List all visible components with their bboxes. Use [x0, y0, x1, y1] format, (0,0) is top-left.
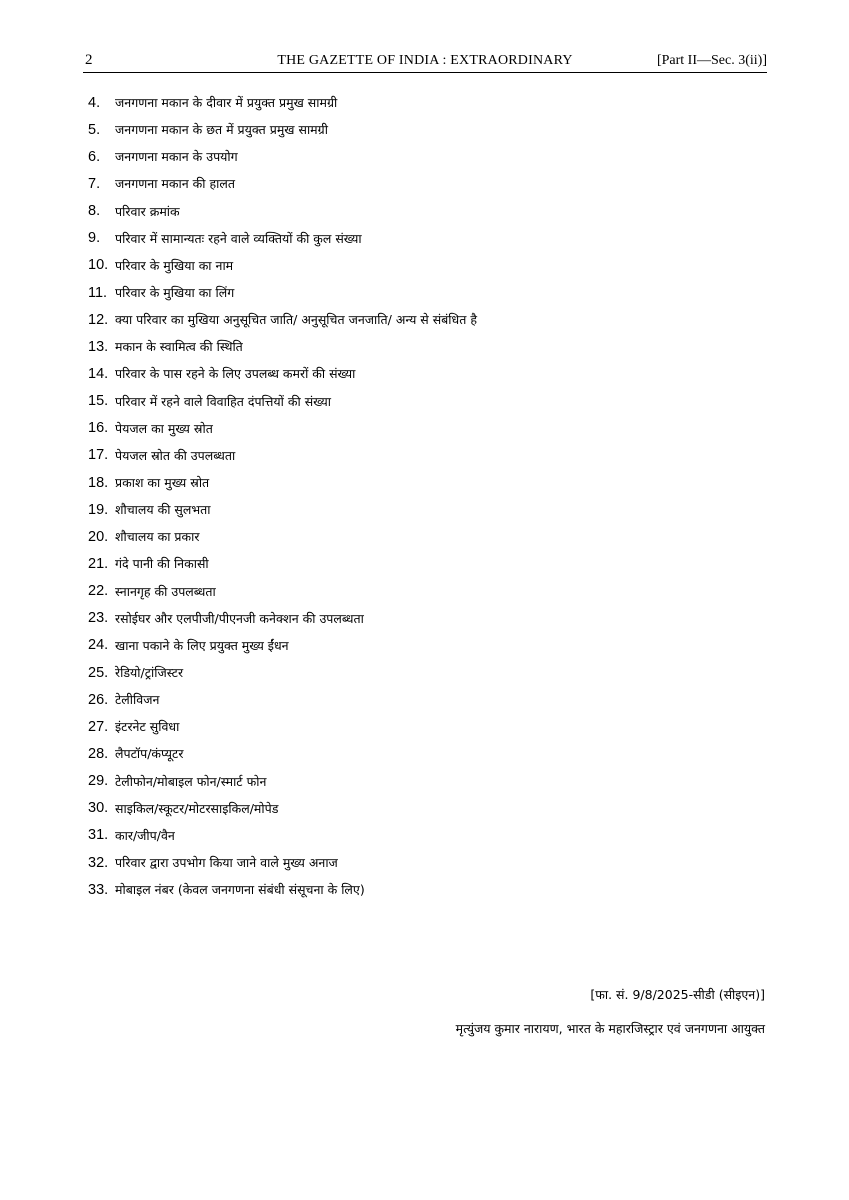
- item-number: 8.: [88, 203, 101, 220]
- item-number: 18.: [88, 474, 109, 491]
- item-number: 32.: [88, 854, 109, 871]
- item-text: पेयजल का मुख्य स्रोत: [115, 420, 213, 436]
- list-item: [88, 198, 477, 225]
- item-text: टेलीविजन: [115, 692, 160, 708]
- list-item: [88, 388, 477, 415]
- item-number: 21.: [88, 555, 109, 572]
- item-text: परिवार में रहने वाले विवाहित दंपत्तियों की संख्या: [115, 393, 331, 409]
- item-text: प्रकाश का मुख्य स्रोत: [115, 475, 210, 491]
- list-item: [88, 279, 477, 306]
- item-number: 33.: [88, 881, 109, 898]
- list-item: [88, 415, 477, 442]
- item-text: शौचालय का प्रकार: [115, 529, 200, 545]
- list-item: [88, 686, 477, 713]
- item-number: 13.: [88, 338, 109, 355]
- item-text: जनगणना मकान के छत में प्रयुक्त प्रमुख सामग्री: [115, 122, 328, 138]
- list-item: [88, 143, 477, 170]
- item-number: 27.: [88, 718, 109, 735]
- item-number: 28.: [88, 745, 109, 762]
- item-number: 25.: [88, 664, 109, 681]
- list-item: [88, 849, 477, 876]
- list-item: [88, 442, 477, 469]
- part-section-reference: [Part II—Sec. 3(ii)]: [656, 53, 767, 68]
- item-text: साइकिल/स्कूटर/मोटरसाइकिल/मोपेड: [115, 800, 279, 816]
- census-question-list: [88, 89, 477, 903]
- item-text: पेयजल स्रोत की उपलब्धता: [115, 447, 236, 463]
- item-number: 5.: [88, 121, 101, 138]
- list-item: [88, 116, 477, 143]
- item-text: परिवार के पास रहने के लिए उपलब्ध कमरों की संख्या: [115, 366, 356, 382]
- list-item: [88, 469, 477, 496]
- item-text: गंदे पानी की निकासी: [115, 556, 209, 572]
- item-number: 9.: [88, 230, 101, 247]
- item-number: 12.: [88, 311, 109, 328]
- item-number: 6.: [88, 148, 101, 165]
- list-item: [88, 795, 477, 822]
- list-item: [88, 740, 477, 767]
- item-number: 4.: [88, 94, 101, 111]
- list-item: [88, 550, 477, 577]
- list-item: [88, 170, 477, 197]
- gazette-header: [83, 50, 767, 72]
- list-item: [88, 333, 477, 360]
- item-text: जनगणना मकान के दीवार में प्रयुक्त प्रमुख सामग्री: [115, 95, 338, 111]
- item-text: मकान के स्वामित्व की स्थिति: [115, 339, 243, 355]
- item-text: परिवार के मुखिया का लिंग: [115, 285, 235, 301]
- item-text: लैपटॉप/कंप्यूटर: [115, 746, 184, 762]
- item-number: 30.: [88, 800, 109, 817]
- item-text: स्नानगृह की उपलब्धता: [115, 583, 216, 599]
- item-number: 22.: [88, 583, 109, 600]
- signatory-line: मृत्युंजय कुमार नारायण, भारत के महारजिस्ट्रार एवं जनगणना आयुक्त: [455, 1021, 765, 1036]
- item-text: परिवार में सामान्यतः रहने वाले व्यक्तियों की कुल संख्या: [115, 230, 362, 246]
- item-number: 29.: [88, 773, 109, 790]
- item-number: 23.: [88, 610, 109, 627]
- list-item: [88, 360, 477, 387]
- list-item: [88, 822, 477, 849]
- list-item: [88, 578, 477, 605]
- item-number: 17.: [88, 447, 109, 464]
- list-item: [88, 659, 477, 686]
- item-text: कार/जीप/वैन: [115, 827, 175, 843]
- item-text: खाना पकाने के लिए प्रयुक्त मुख्य ईंधन: [115, 637, 289, 653]
- list-item: [88, 89, 477, 116]
- item-text: टेलीफोन/मोबाइल फोन/स्मार्ट फोन: [115, 773, 267, 789]
- item-number: 16.: [88, 420, 109, 437]
- list-item: [88, 876, 477, 903]
- item-number: 24.: [88, 637, 109, 654]
- list-item: [88, 523, 477, 550]
- item-text: इंटरनेट सुविधा: [115, 719, 180, 735]
- item-text: रेडियो/ट्रांजिस्टर: [115, 665, 184, 681]
- list-item: [88, 605, 477, 632]
- list-item: [88, 252, 477, 279]
- item-number: 11.: [88, 284, 108, 301]
- item-text: परिवार के मुखिया का नाम: [115, 257, 234, 273]
- header-divider: [83, 72, 767, 73]
- gazette-title: THE GAZETTE OF INDIA : EXTRAORDINARY: [277, 53, 573, 68]
- item-text: रसोईघर और एलपीजी/पीएनजी कनेक्शन की उपलब्धता: [115, 610, 364, 626]
- item-number: 10.: [88, 257, 109, 274]
- list-item: [88, 632, 477, 659]
- list-item: [88, 225, 477, 252]
- item-text: क्या परिवार का मुखिया अनुसूचित जाति/ अनुसूचित जनजाति/ अन्य से संबंधित है: [115, 312, 477, 328]
- item-text: मोबाइल नंबर (केवल जनगणना संबंधी संसूचना के लिए): [115, 882, 365, 898]
- item-text: परिवार द्वारा उपभोग किया जाने वाले मुख्य अनाज: [115, 855, 338, 870]
- list-item: [88, 496, 477, 523]
- item-number: 31.: [88, 827, 109, 844]
- item-number: 14.: [88, 365, 109, 382]
- list-item: [88, 306, 477, 333]
- item-number: 7.: [88, 175, 101, 192]
- item-text: जनगणना मकान के उपयोग: [115, 149, 238, 165]
- list-item: [88, 713, 477, 740]
- item-number: 26.: [88, 691, 109, 708]
- item-text: जनगणना मकान की हालत: [115, 176, 235, 192]
- item-number: 19.: [88, 501, 109, 518]
- item-number: 20.: [88, 528, 109, 545]
- list-item: [88, 768, 477, 795]
- item-text: शौचालय की सुलभता: [115, 502, 211, 518]
- item-text: परिवार क्रमांक: [115, 203, 180, 219]
- file-reference: [फा. सं. 9/8/2025-सीडी (सीइएन)]: [590, 987, 765, 1002]
- page-number: 2: [85, 52, 93, 68]
- item-number: 15.: [88, 393, 109, 410]
